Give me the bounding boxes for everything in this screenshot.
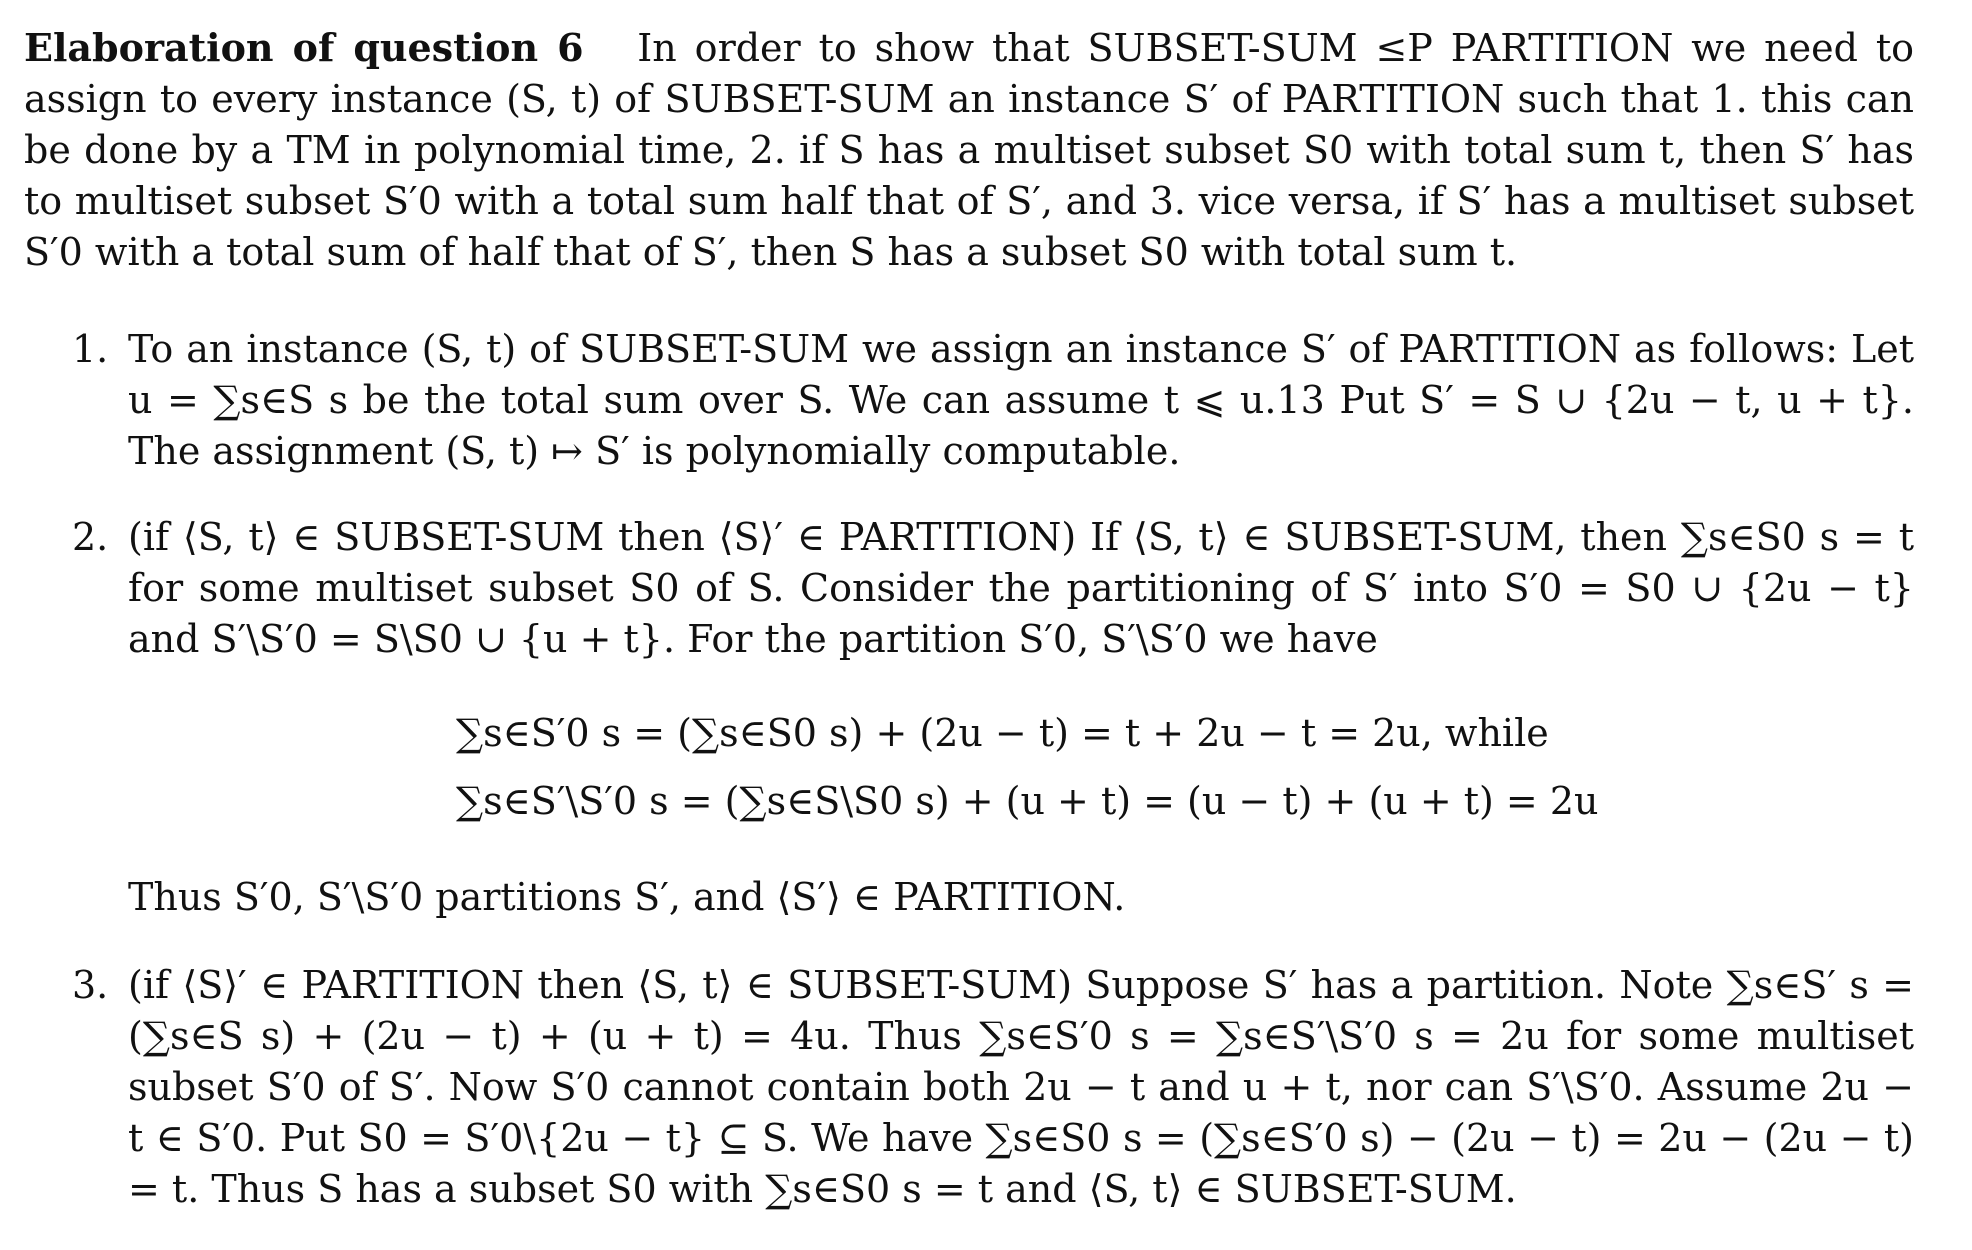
item-text: (if ⟨S, t⟩ ∈ SUBSET-SUM then ⟨S⟩′ ∈ PARTITION) If ⟨S, t⟩ ∈ SUBSET-SUM, then ∑s∈S0 s = t for some multiset subset S0 of S. Consider the partitioning of S′ into S′0 = S0 ∪ {2u − t} and S′\S′0 = S\S0 ∪ {u + t}. For the partition S′0, S′\S′0 we have — [128, 515, 1914, 661]
intro-body: In order to show that SUBSET-SUM ≤P PARTITION we need to assign to every instance (S, t) of SUBSET-SUM an instance S′ of PARTITION such that 1. this can be done by a TM in polynomial time, 2. if S has a multiset subset S0 with total sum t, then S′ has to multiset subset S′0 with a total sum half that of S′, and 3. vice versa, if S′ has a multiset subset S′0 with a total sum of half that of S′, then S has a subset S0 with total sum t. — [24, 26, 1914, 274]
item-number: 1. — [72, 327, 109, 371]
item-number: 3. — [72, 963, 109, 1007]
proof-item-2 — [72, 512, 1914, 665]
item-2-conclusion: Thus S′0, S′\S′0 partitions S′, and ⟨S′⟩ ∈ PARTITION. — [128, 875, 1126, 919]
intro-heading: Elaboration of question 6 — [24, 25, 584, 70]
item-number: 2. — [72, 515, 109, 559]
item-text: To an instance (S, t) of SUBSET-SUM we assign an instance S′ of PARTITION as follows: Let u = ∑s∈S s be the total sum over S. We can assume t ⩽ u.13 Put S′ = S ∪ {2u − t, u + t}. The assignment (S, t) ↦ S′ is polynomially computable. — [128, 327, 1914, 473]
intro-paragraph — [24, 22, 1914, 278]
display-equation-2: ∑s∈S′\S′0 s = (∑s∈S\S0 s) + (u + t) = (u − t) + (u + t) = 2u — [456, 779, 1599, 823]
item-text: (if ⟨S⟩′ ∈ PARTITION then ⟨S, t⟩ ∈ SUBSET-SUM) Suppose S′ has a partition. Note ∑s∈S′ s = (∑s∈S s) + (2u − t) + (u + t) = 4u. Thus ∑s∈S′0 s = ∑s∈S′\S′0 s = 2u for some multiset subset S′0 of S′. Now S′0 cannot contain both 2u − t and u + t, nor can S′\S′0. Assume 2u − t ∈ S′0. Put S0 = S′0\{2u − t} ⊆ S. We have ∑s∈S0 s = (∑s∈S′0 s) − (2u − t) = 2u − (2u − t) = t. Thus S has a subset S0 with ∑s∈S0 s = t and ⟨S, t⟩ ∈ SUBSET-SUM. — [128, 963, 1914, 1211]
proof-item-1 — [72, 324, 1914, 477]
proof-item-3 — [72, 960, 1914, 1215]
display-equation-1: ∑s∈S′0 s = (∑s∈S0 s) + (2u − t) = t + 2u − t = 2u, while — [456, 711, 1549, 755]
